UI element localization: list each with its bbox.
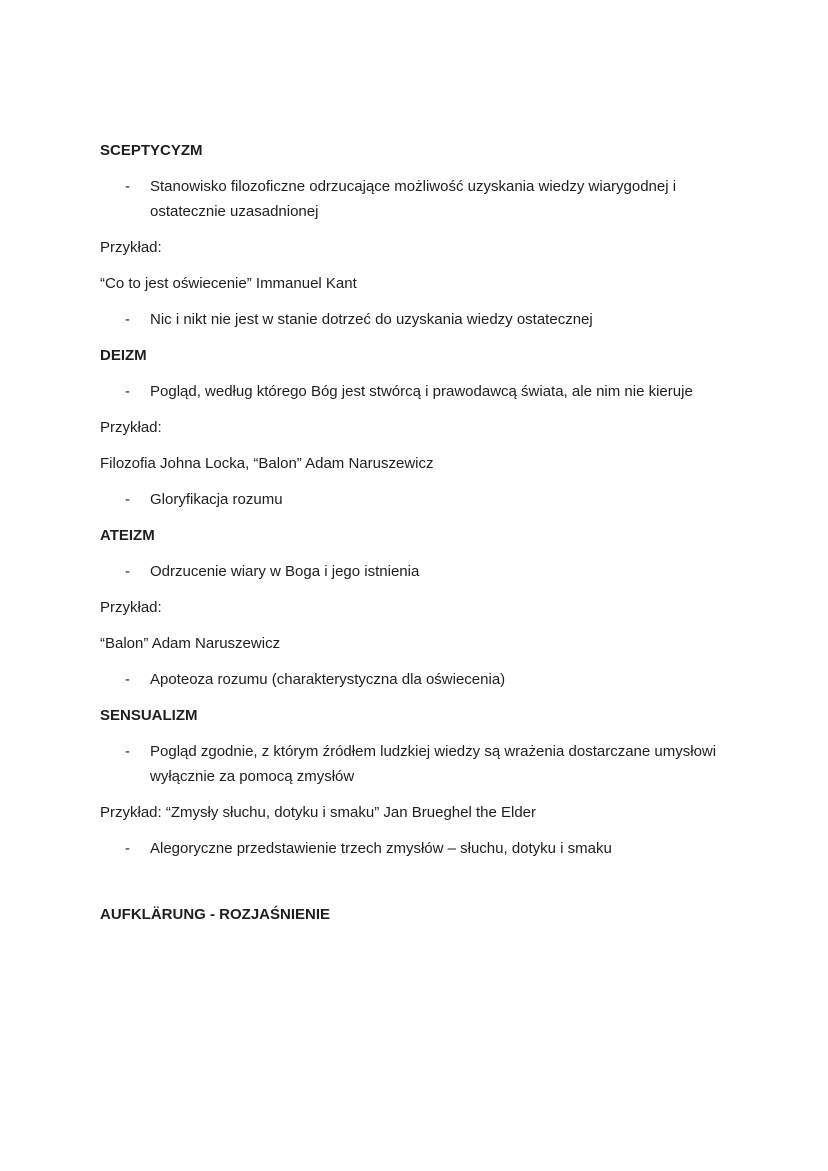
bullet-dash: - — [125, 178, 130, 195]
bullet-text: Odrzucenie wiary w Boga i jego istnienia — [150, 563, 420, 580]
bullet-dash: - — [125, 563, 130, 580]
paragraph: Przykład: “Zmysły słuchu, dotyku i smaku” Jan Brueghel the Elder — [100, 804, 537, 821]
bullet-text: Pogląd, według którego Bóg jest stwórcą i prawodawcą świata, ale nim nie kieruje — [150, 383, 693, 400]
bullet-text: Alegoryczne przedstawienie trzech zmysłów – słuchu, dotyku i smaku — [150, 840, 612, 857]
bullet-item — [100, 307, 730, 332]
paragraph: “Balon” Adam Naruszewicz — [100, 635, 281, 652]
bullet-text: Apoteoza rozumu (charakterystyczna dla oświecenia) — [150, 671, 506, 688]
bullet-item — [100, 487, 730, 512]
bullet-item — [100, 667, 730, 692]
section-heading: SCEPTYCYZM — [100, 142, 203, 159]
bullet-text: Stanowisko filozoficzne odrzucające możliwość uzyskania wiedzy wiarygodnej i ostatecznie uzasadnionej — [150, 178, 677, 220]
bullet-dash: - — [125, 311, 130, 328]
paragraph: Filozofia Johna Locka, “Balon” Adam Naruszewicz — [100, 455, 434, 472]
section-heading: DEIZM — [100, 347, 147, 364]
section-heading: SENSUALIZM — [100, 707, 198, 724]
bullet-text: Pogląd zgodnie, z którym źródłem ludzkiej wiedzy są wrażenia dostarczane umysłowi wyłącznie za pomocą zmysłów — [150, 743, 717, 785]
bullet-dash: - — [125, 671, 130, 688]
bullet-item — [100, 836, 730, 861]
paragraph: Przykład: — [100, 419, 162, 436]
bullet-item — [100, 174, 730, 224]
bullet-dash: - — [125, 743, 130, 760]
bullet-dash: - — [125, 840, 130, 857]
bullet-dash: - — [125, 491, 130, 508]
bullet-text: Nic i nikt nie jest w stanie dotrzeć do uzyskania wiedzy ostatecznej — [150, 311, 593, 328]
paragraph: “Co to jest oświecenie” Immanuel Kant — [100, 275, 357, 292]
section-heading: ATEIZM — [100, 527, 155, 544]
paragraph: Przykład: — [100, 239, 162, 256]
bullet-dash: - — [125, 383, 130, 400]
section-heading: AUFKLÄRUNG - ROZJAŚNIENIE — [100, 906, 331, 923]
bullet-item — [100, 559, 730, 584]
bullet-item — [100, 379, 730, 404]
bullet-item — [100, 739, 730, 789]
paragraph: Przykład: — [100, 599, 162, 616]
bullet-text: Gloryfikacja rozumu — [150, 491, 283, 508]
